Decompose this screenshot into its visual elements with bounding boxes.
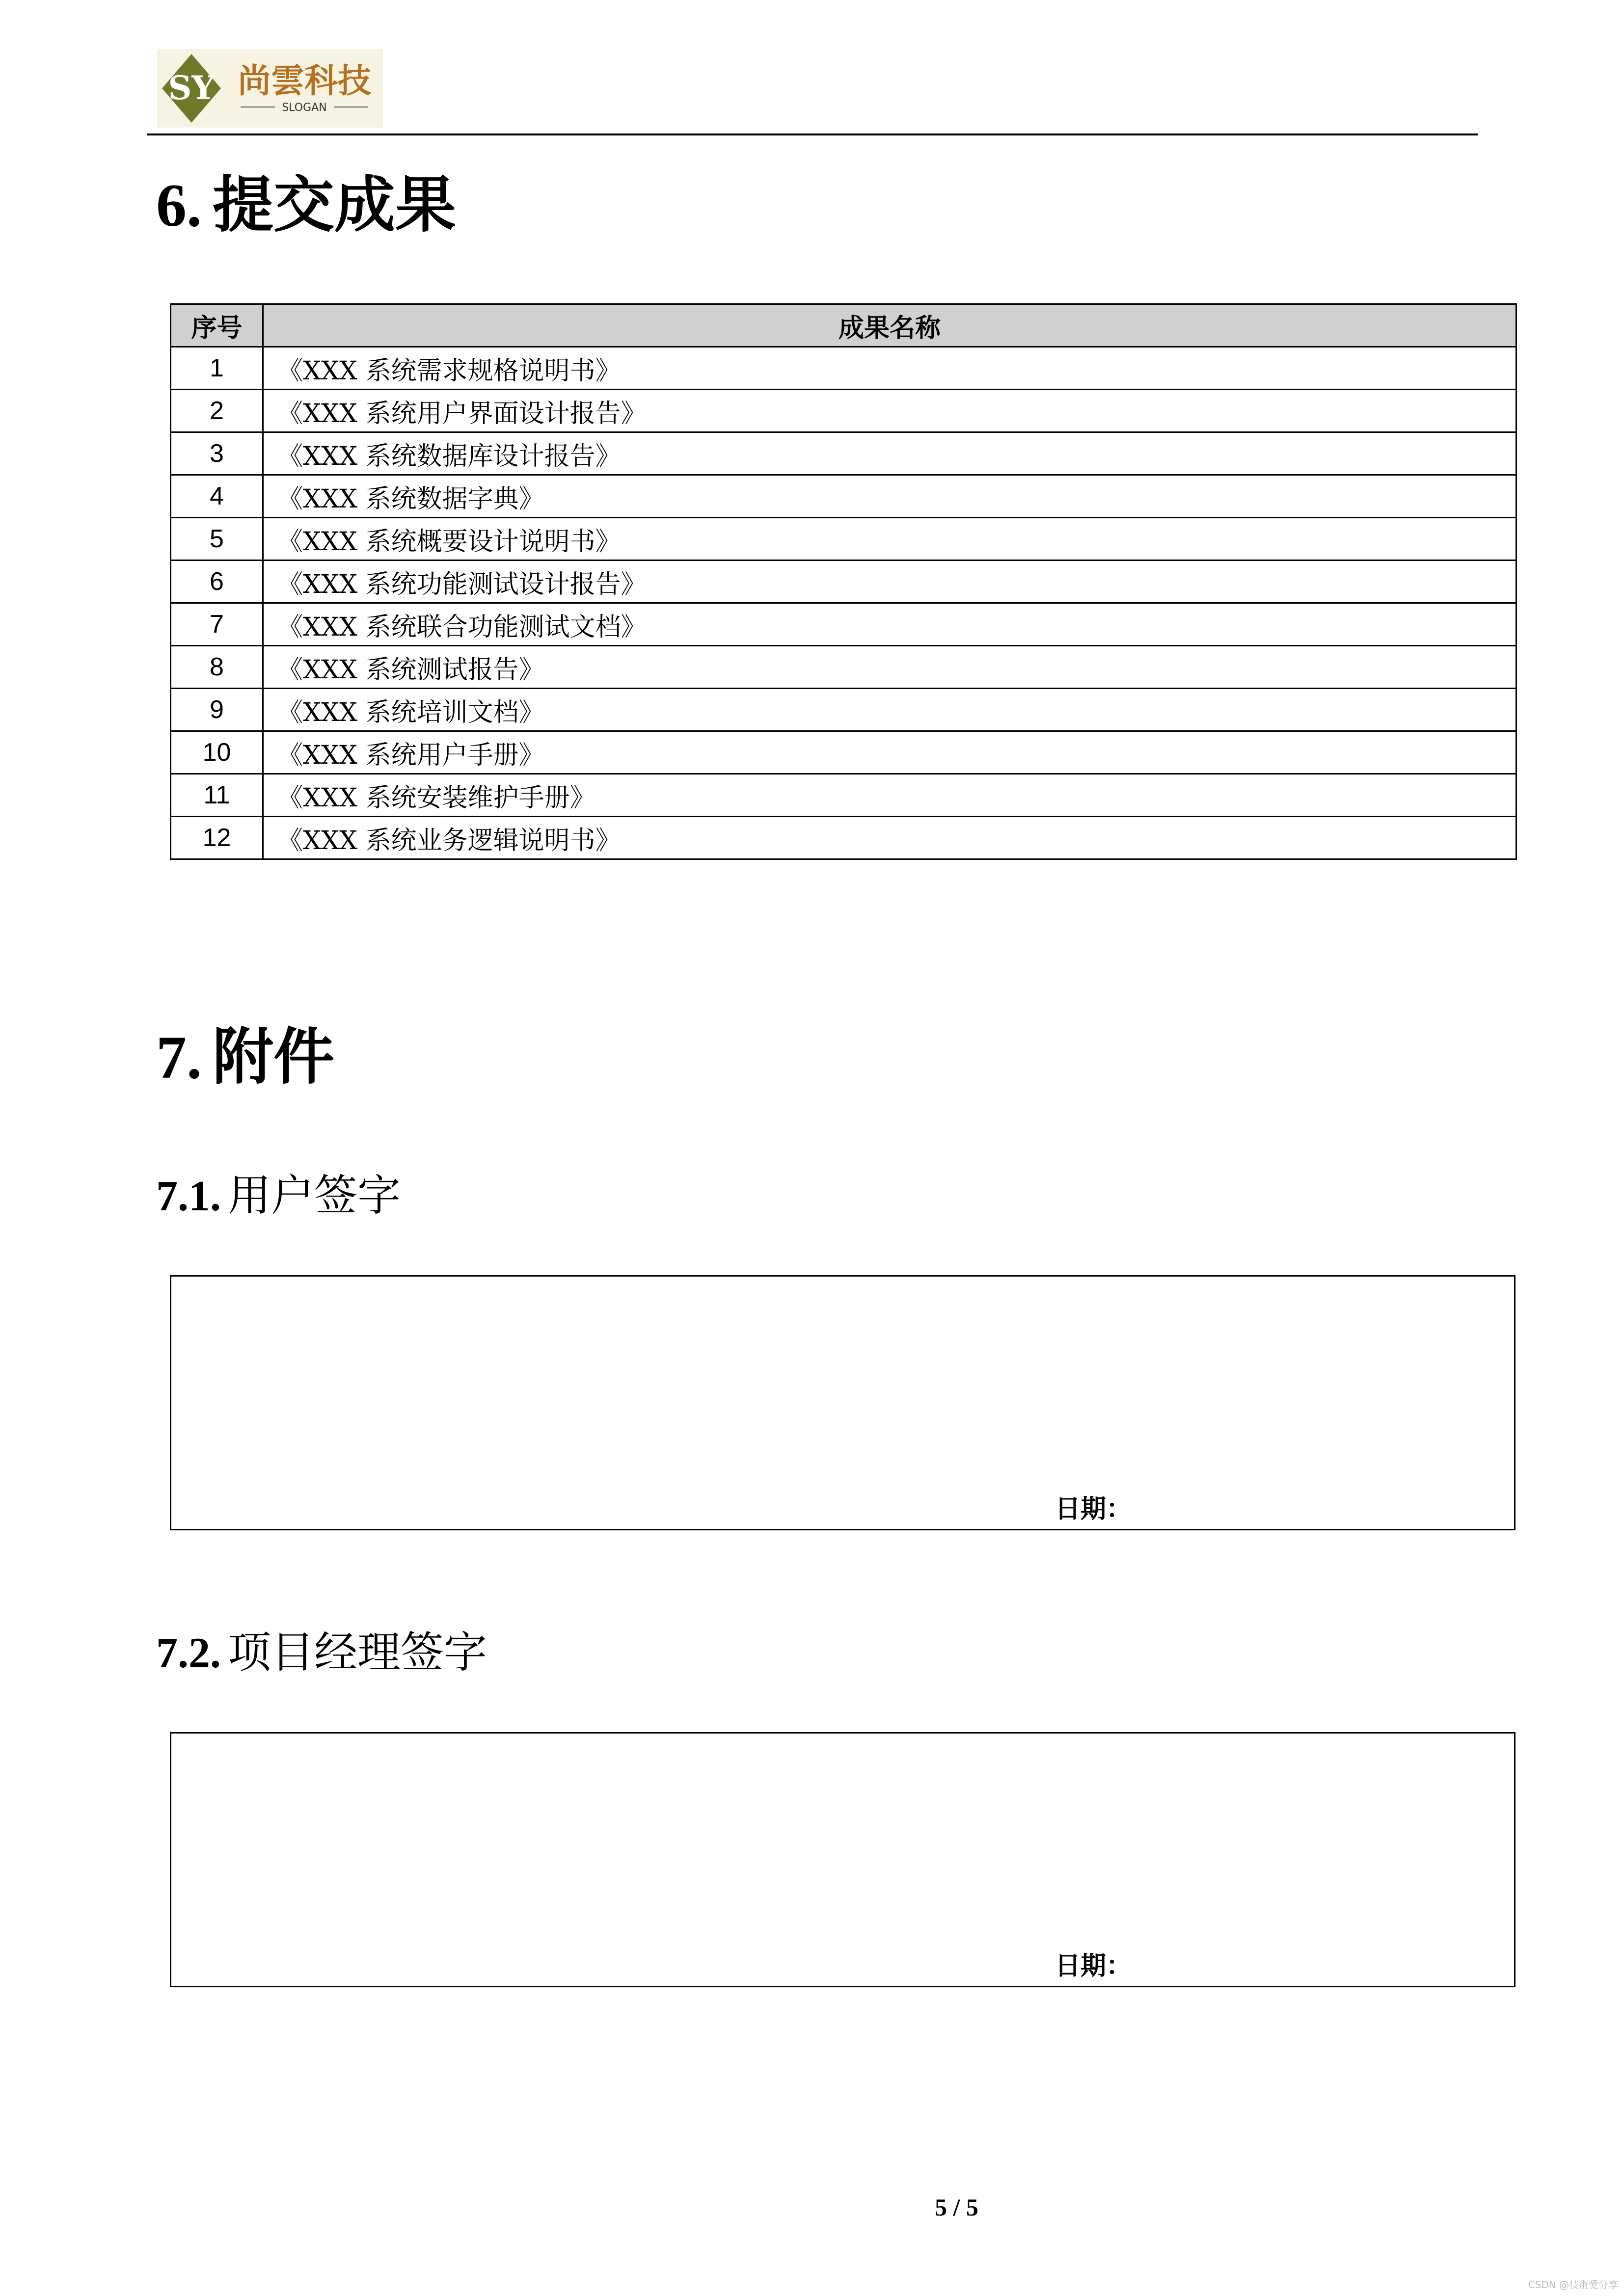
pm-signature-date-label: 日期：: [1055, 1951, 1132, 1981]
row-index: 8: [171, 646, 263, 689]
row-deliverable-name: 《XXX 系统业务逻辑说明书》: [263, 817, 1516, 859]
page-number: 5 / 5: [935, 2193, 978, 2221]
table-row: [171, 561, 1516, 603]
row-deliverable-name: 《XXX 系统联合功能测试文档》: [263, 603, 1516, 646]
row-deliverable-name: 《XXX 系统数据字典》: [263, 475, 1516, 518]
svg-text:SY: SY: [168, 69, 215, 107]
section-6-number: 6.: [156, 172, 202, 239]
table-header-row: [171, 304, 1516, 347]
section-7-2-title: 项目经理签字: [228, 1627, 487, 1678]
section-7-number: 7.: [156, 1024, 202, 1091]
section-7-1-number: 7.1.: [156, 1173, 221, 1220]
row-index: 12: [171, 817, 263, 859]
table-row: [171, 603, 1516, 646]
company-logo: [157, 49, 383, 128]
row-deliverable-name: 《XXX 系统测试报告》: [263, 646, 1516, 689]
svg-text:SLOGAN: SLOGAN: [282, 102, 327, 114]
row-index: 10: [171, 731, 263, 774]
table-row: [171, 475, 1516, 518]
row-deliverable-name: 《XXX 系统数据库设计报告》: [263, 432, 1516, 475]
row-deliverable-name: 《XXX 系统用户手册》: [263, 731, 1516, 774]
table-row: [171, 731, 1516, 774]
pm-signature-box[interactable]: [170, 1732, 1516, 1987]
user-signature-box[interactable]: [170, 1275, 1516, 1530]
section-7-heading: [156, 1021, 335, 1093]
row-index: 5: [171, 518, 263, 561]
deliverables-table: [170, 303, 1517, 860]
row-deliverable-name: 《XXX 系统安装维护手册》: [263, 774, 1516, 817]
row-index: 1: [171, 347, 263, 390]
header-index: 序号: [171, 304, 263, 347]
section-6-heading: [156, 169, 457, 240]
user-signature-date-label: 日期：: [1055, 1495, 1132, 1524]
table-row: [171, 390, 1516, 432]
row-index: 9: [171, 689, 263, 731]
page-header: [147, 49, 1478, 135]
section-6-title: 提交成果: [213, 169, 457, 240]
row-deliverable-name: 《XXX 系统用户界面设计报告》: [263, 390, 1516, 432]
row-deliverable-name: 《XXX 系统培训文档》: [263, 689, 1516, 731]
table-row: [171, 689, 1516, 731]
row-index: 7: [171, 603, 263, 646]
row-deliverable-name: 《XXX 系统需求规格说明书》: [263, 347, 1516, 390]
row-deliverable-name: 《XXX 系统概要设计说明书》: [263, 518, 1516, 561]
row-index: 6: [171, 561, 263, 603]
table-row: [171, 817, 1516, 859]
header-name: 成果名称: [263, 304, 1516, 347]
header-rule: [147, 133, 1478, 135]
table-row: [171, 774, 1516, 817]
table-row: [171, 347, 1516, 390]
section-7-title: 附件: [213, 1021, 335, 1093]
svg-text:尚雲科技: 尚雲科技: [237, 61, 372, 101]
section-7-1-title: 用户签字: [228, 1170, 401, 1221]
row-index: 2: [171, 390, 263, 432]
row-index: 4: [171, 475, 263, 518]
table-row: [171, 432, 1516, 475]
section-7-2-number: 7.2.: [156, 1629, 221, 1677]
watermark-credit: CSDN @技術愛分享: [1528, 2279, 1618, 2291]
row-index: 11: [171, 774, 263, 817]
row-index: 3: [171, 432, 263, 475]
table-row: [171, 518, 1516, 561]
section-7-1-heading: [156, 1170, 401, 1221]
section-7-2-heading: [156, 1627, 487, 1678]
table-row: [171, 646, 1516, 689]
row-deliverable-name: 《XXX 系统功能测试设计报告》: [263, 561, 1516, 603]
